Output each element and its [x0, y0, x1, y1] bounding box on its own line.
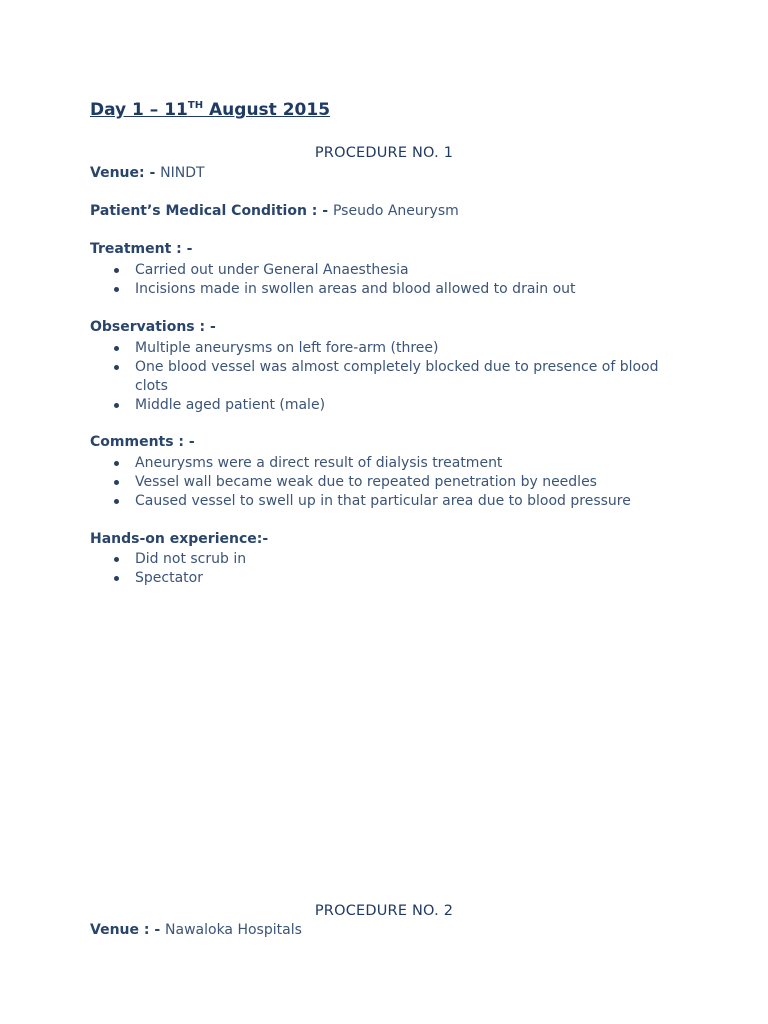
bullet-icon [114, 557, 119, 562]
list-item [90, 358, 670, 396]
treatment-label: Treatment : - [90, 241, 193, 257]
venue-value: Nawaloka Hospitals [165, 922, 302, 938]
procedure-1-condition [90, 203, 459, 219]
list-item [90, 473, 670, 492]
list-item-text: One blood vessel was almost completely blocked due to presence of blood clots [135, 359, 659, 394]
venue-value: NINDT [160, 165, 205, 181]
condition-value: Pseudo Aneurysm [332, 203, 459, 219]
comments-list [90, 454, 670, 511]
list-item [90, 492, 670, 511]
procedure-2-venue [90, 922, 302, 938]
list-item [90, 454, 670, 473]
procedure-1-heading: PROCEDURE NO. 1 [314, 145, 454, 161]
comments-label: Comments : - [90, 434, 195, 450]
list-item-text: Middle aged patient (male) [135, 397, 326, 413]
observations-list [90, 339, 670, 415]
title-prefix: Day 1 – 11 [90, 100, 188, 120]
condition-label: Patient’s Medical Condition : - [90, 203, 333, 219]
bullet-icon [114, 499, 119, 504]
list-item-text: Carried out under General Anaesthesia [135, 262, 409, 278]
procedure-1-venue [90, 165, 205, 181]
observations-label: Observations : - [90, 319, 216, 335]
bullet-icon [114, 576, 119, 581]
list-item [90, 261, 670, 280]
bullet-icon [114, 365, 119, 370]
list-item-text: Caused vessel to swell up in that particular area due to blood pressure [135, 493, 631, 509]
bullet-icon [114, 403, 119, 408]
title-suffix: August 2015 [203, 100, 331, 120]
bullet-icon [114, 287, 119, 292]
list-item [90, 396, 670, 415]
bullet-icon [114, 461, 119, 466]
list-item-text: Spectator [135, 570, 203, 586]
list-item-text: Aneurysms were a direct result of dialysis treatment [135, 455, 503, 471]
list-item-text: Incisions made in swollen areas and blood allowed to drain out [135, 281, 576, 297]
title-superscript: TH [187, 100, 204, 111]
bullet-icon [114, 268, 119, 273]
venue-label: Venue : - [90, 922, 166, 938]
list-item-text: Multiple aneurysms on left fore-arm (three) [135, 340, 439, 356]
handson-list [90, 550, 670, 588]
venue-label: Venue: - [90, 165, 161, 181]
list-item [90, 550, 670, 569]
list-item [90, 280, 670, 299]
procedure-2-heading: PROCEDURE NO. 2 [314, 903, 454, 919]
list-item-text: Did not scrub in [135, 551, 247, 567]
list-item [90, 339, 670, 358]
handson-label: Hands-on experience:- [90, 531, 269, 547]
list-item-text: Vessel wall became weak due to repeated penetration by needles [135, 474, 597, 490]
bullet-icon [114, 346, 119, 351]
bullet-icon [114, 480, 119, 485]
document-title [90, 100, 330, 120]
treatment-list [90, 261, 670, 299]
list-item [90, 569, 670, 588]
